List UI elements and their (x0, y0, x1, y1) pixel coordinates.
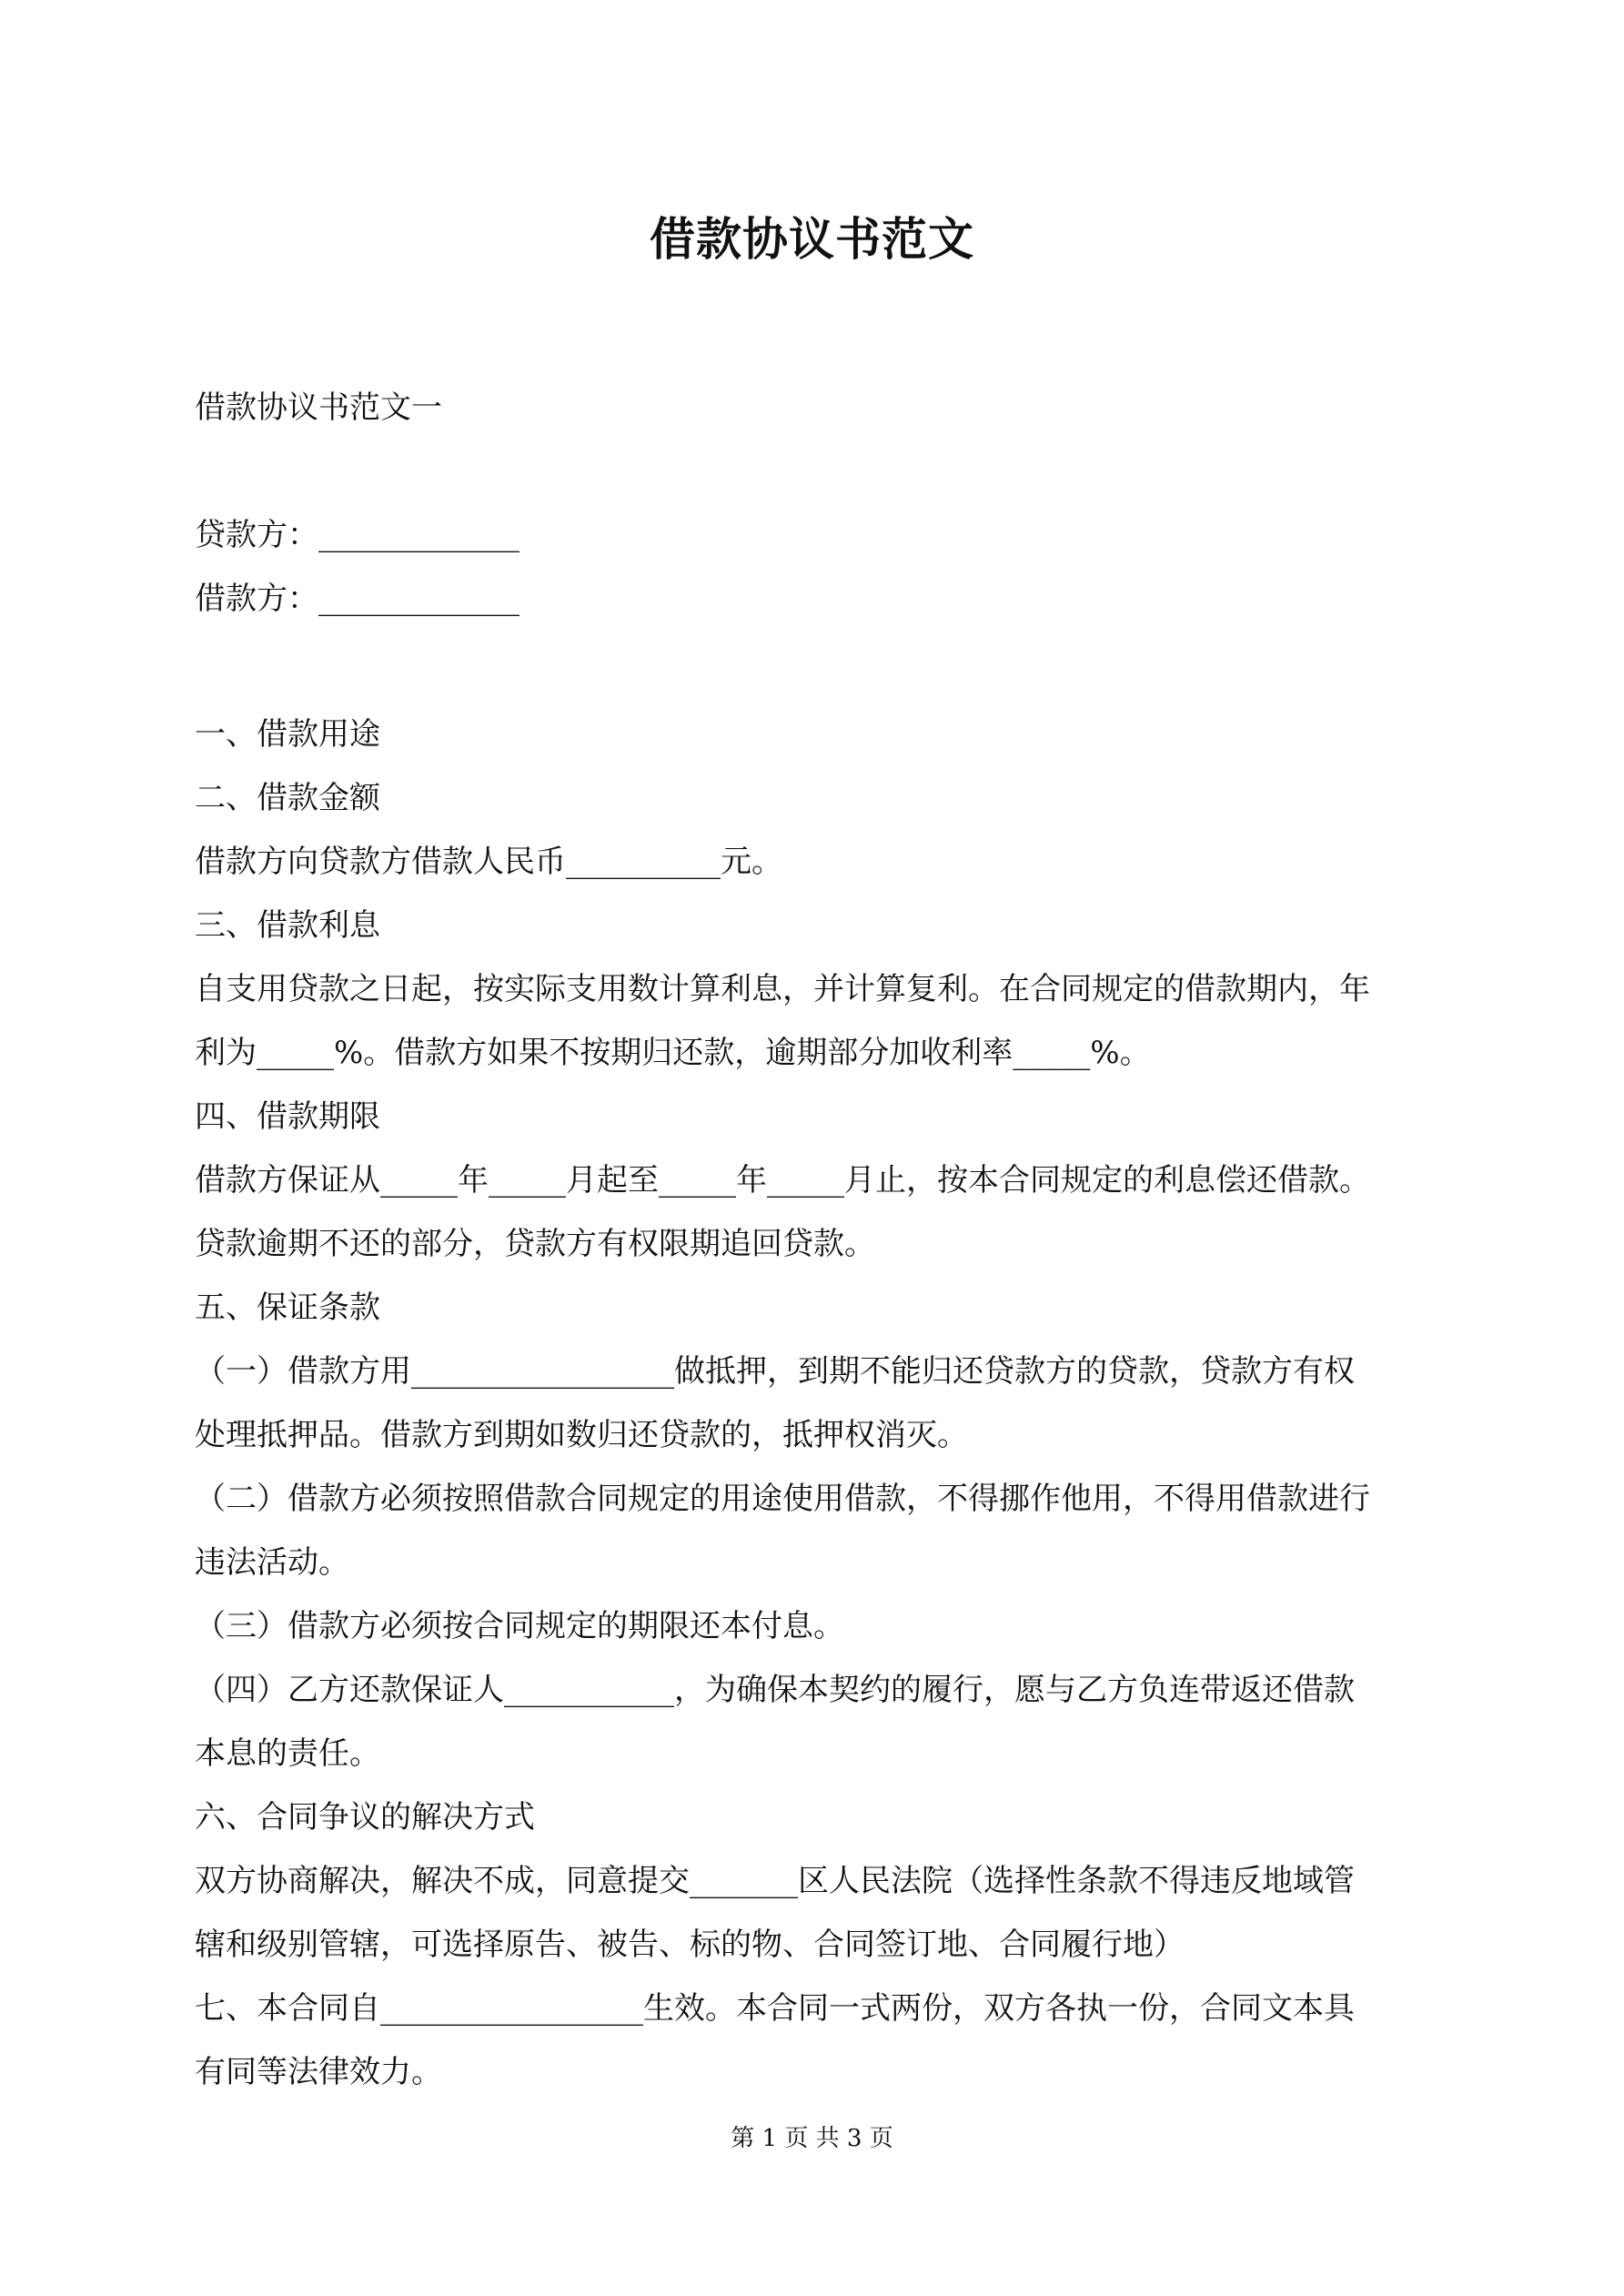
paragraph-line: 本息的责任。 (195, 1735, 380, 1772)
paragraph-line: 双方协商解决，解决不成，同意提交_______区人民法院（选择性条款不得违反地域管 (195, 1863, 1355, 1899)
page-footer: 第 1 页 共 3 页 (731, 2125, 893, 2152)
paragraph-line: 有同等法律效力。 (195, 2054, 442, 2090)
section-heading-interest: 三、借款利息 (195, 907, 380, 944)
section-heading-term: 四、借款期限 (195, 1098, 380, 1135)
paragraph-line: （三）借款方必须按合同规定的期限还本付息。 (195, 1608, 844, 1644)
document-title: 借款协议书范文 (650, 212, 974, 266)
document-body (195, 703, 1441, 2104)
paragraph-line: 处理抵押品。借款方到期如数归还贷款的，抵押权消灭。 (195, 1417, 968, 1453)
section-heading-amount: 二、借款金额 (195, 780, 380, 816)
paragraph-line: （四）乙方还款保证人___________，为确保本契约的履行，愿与乙方负连带返还借款 (195, 1672, 1355, 1708)
section-heading-dispute: 六、合同争议的解决方式 (195, 1799, 535, 1836)
document-subtitle: 借款协议书范文一 (195, 389, 442, 426)
paragraph-line: 借款方向贷款方借款人民币__________元。 (195, 844, 782, 880)
section-heading-guarantee: 五、保证条款 (195, 1290, 380, 1326)
paragraph-line: 自支用贷款之日起，按实际支用数计算利息，并计算复利。在合同规定的借款期内，年 (195, 971, 1370, 1007)
lender-line: 贷款方：_____________ (195, 517, 519, 553)
paragraph-line: 违法活动。 (195, 1544, 349, 1581)
paragraph-line: 辖和级别管辖，可选择原告、被告、标的物、合同签订地、合同履行地） (195, 1927, 1185, 1963)
borrower-line: 借款方：_____________ (195, 581, 519, 617)
paragraph-line: （一）借款方用_________________做抵押，到期不能归还贷款方的贷款，贷款方有权 (195, 1353, 1355, 1390)
paragraph-line: 贷款逾期不还的部分，贷款方有权限期追回贷款。 (195, 1226, 875, 1262)
paragraph-line: （二）借款方必须按照借款合同规定的用途使用借款，不得挪作他用，不得用借款进行 (195, 1481, 1370, 1517)
paragraph-line: 利为_____%。借款方如果不按期归还款，逾期部分加收利率_____%。 (195, 1035, 1151, 1071)
paragraph-line: 借款方保证从_____年_____月起至_____年_____月止，按本合同规定的利息偿还借款。 (195, 1162, 1370, 1199)
paragraph-line: 七、本合同自_________________生效。本合同一式两份，双方各执一份，合同文本具 (195, 1990, 1355, 2027)
section-heading-purpose: 一、借款用途 (195, 716, 380, 753)
